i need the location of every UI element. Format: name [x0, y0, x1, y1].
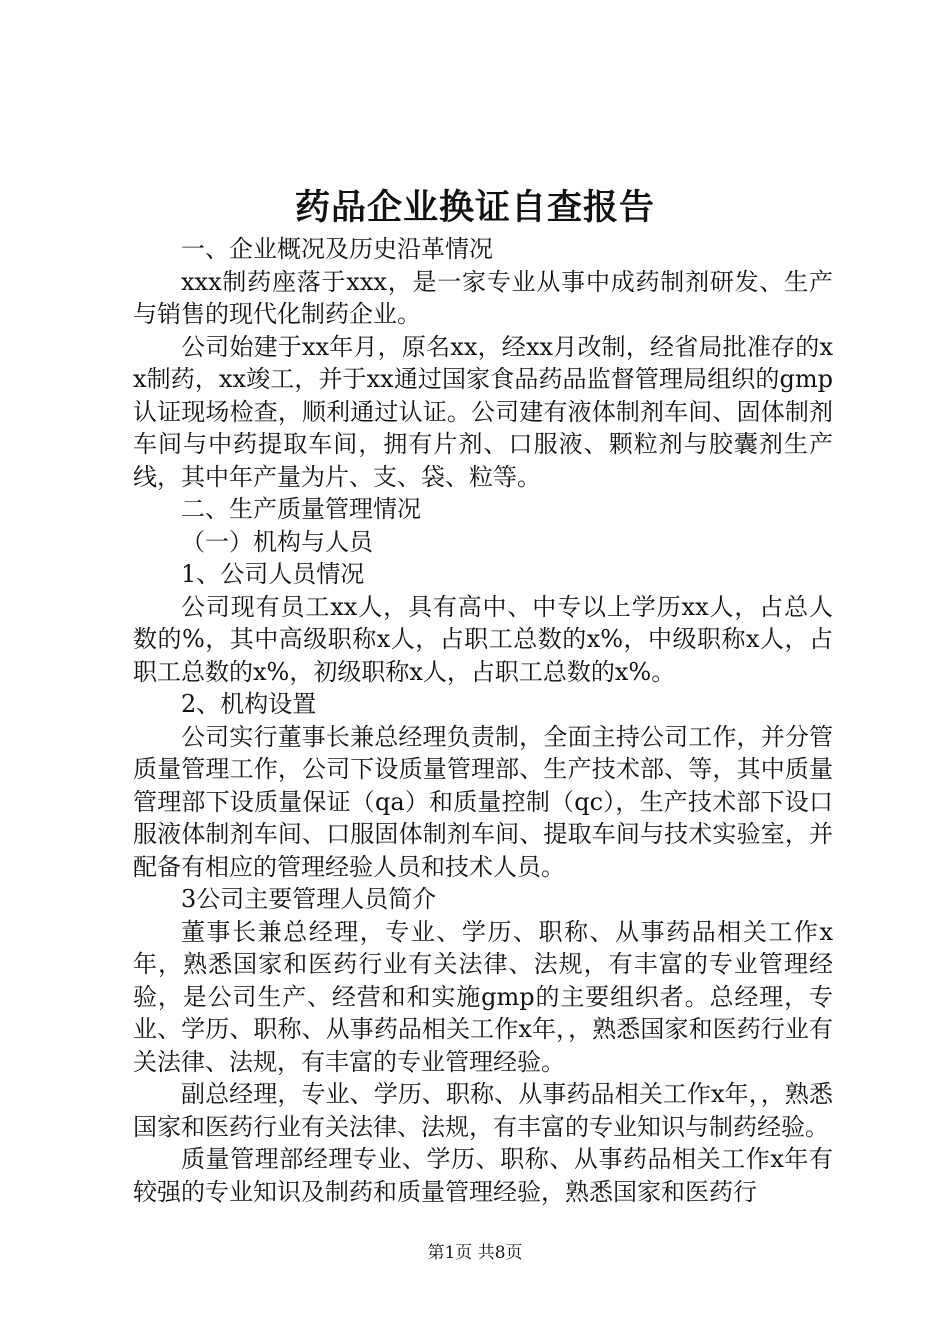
paragraph: 质量管理部经理专业、学历、职称、从事药品相关工作x年有较强的专业知识及制药和质量管理经验，熟悉国家和医药行 — [133, 1145, 833, 1206]
paragraph: 公司实行董事长兼总经理负责制，全面主持公司工作，并分管质量管理工作，公司下设质量管理部、生产技术部、等，其中质量管理部下设质量保证（qa）和质量控制（qc），生产技术部下设口服液体制剂车间、口服固体制剂车间、提取车间与技术实验室，并配备有相应的管理经验人员和技术人员。 — [133, 722, 833, 881]
paragraph: 副总经理，专业、学历、职称、从事药品相关工作x年，，熟悉国家和医药行业有关法律、法规，有丰富的专业知识与制药经验。 — [133, 1080, 833, 1141]
item-heading: 2、机构设置 — [181, 690, 317, 718]
item-heading: 3公司主要管理人员简介 — [181, 885, 437, 913]
subsection-heading: （一）机构与人员 — [181, 527, 373, 556]
paragraph: xxx制药座落于xxx，是一家专业从事中成药制剂研发、生产与销售的现代化制药企业。 — [133, 267, 833, 328]
section-heading: 二、生产质量管理情况 — [181, 495, 421, 523]
document-body — [133, 233, 833, 1208]
section-heading: 一、企业概况及历史沿革情况 — [181, 235, 493, 263]
document-title: 药品企业换证自查报告 — [294, 187, 655, 228]
paragraph: 公司现有员工xx人，具有高中、中专以上学历xx人，占总人数的%，其中高级职称x人，占职工总数的x%，中级职称x人，占职工总数的x%，初级职称x人，占职工总数的x%。 — [133, 592, 833, 686]
paragraph: 董事长兼总经理，专业、学历、职称、从事药品相关工作x年，熟悉国家和医药行业有关法律、法规，有丰富的专业管理经验，是公司生产、经营和和实施gmp的主要组织者。总经理，专业、学历、职称、从事药品相关工作x年，，熟悉国家和医药行业有关法律、法规，有丰富的专业管理经验。 — [133, 917, 833, 1076]
page-footer: 第1页 共8页 — [427, 1243, 523, 1263]
paragraph: 公司始建于xx年月，原名xx，经xx月改制，经省局批准存的xx制药，xx竣工，并于xx通过国家食品药品监督管理局组织的gmp认证现场检查，顺利通过认证。公司建有液体制剂车间、固体制剂车间与中药提取车间，拥有片剂、口服液、颗粒剂与胶囊剂生产线，其中年产量为片、支、袋、粒等。 — [133, 332, 833, 491]
item-heading: 1、公司人员情况 — [181, 560, 365, 588]
